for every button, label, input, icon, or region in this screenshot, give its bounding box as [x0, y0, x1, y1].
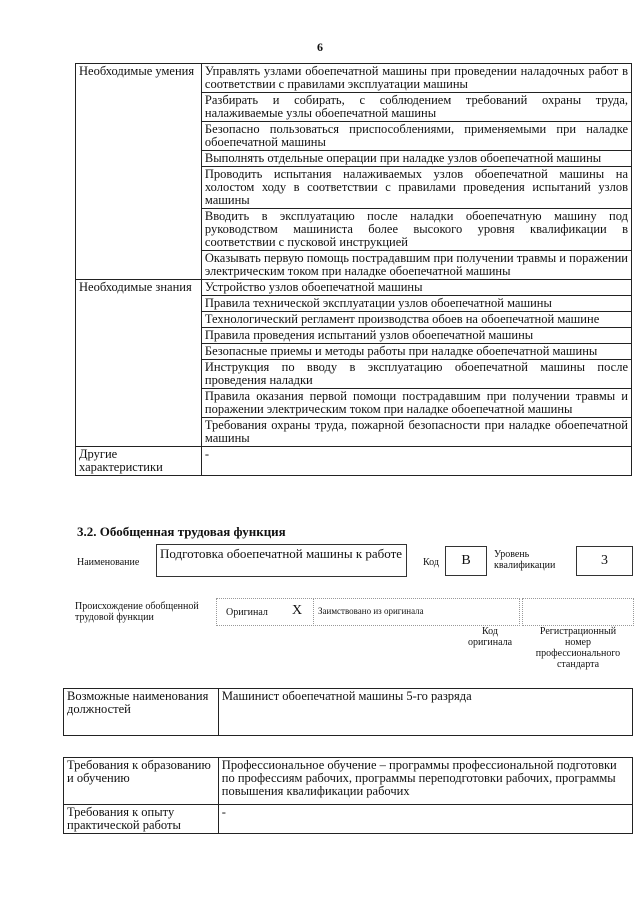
knowledge-label: Необходимые знания	[76, 280, 202, 447]
skills-knowledge-table	[75, 63, 632, 476]
code-label: Код	[423, 557, 439, 568]
knowledge-item: Устройство узлов обоепечатной машины	[201, 280, 631, 296]
origin-label: Происхождение обобщенной трудовой функции	[75, 601, 199, 623]
knowledge-item: Правила проведения испытаний узлов обоепечатной машины	[201, 328, 631, 344]
education-row	[64, 758, 633, 805]
knowledge-item: Технологический регламент производства обоев на обоепечатной машине	[201, 312, 631, 328]
positions-label: Возможные наименования должностей	[64, 689, 219, 736]
skills-item: Выполнять отдельные операции при наладке узлов обоепечатной машины	[201, 151, 631, 167]
original-mark: X	[292, 603, 303, 618]
skills-row	[76, 64, 632, 93]
original-label: Оригинал	[226, 607, 268, 618]
borrowed-label: Заимствовано из оригинала	[318, 606, 424, 616]
skills-item: Проводить испытания налаживаемых узлов обоепечатной машины на холостом ходу в соответствии с правилами проведения испытаний узлов машины	[201, 167, 631, 209]
positions-table	[63, 688, 633, 736]
knowledge-row	[76, 280, 632, 296]
level-label: Уровень квалификации	[494, 549, 556, 571]
knowledge-item: Правила оказания первой помощи пострадавшим при получении травмы и поражении электрическим током при наладке обоепечатной машины	[201, 389, 631, 418]
skills-item: Безопасно пользоваться приспособлениями, применяемыми при наладке обоепечатной машины	[201, 122, 631, 151]
reg-number-label: Регистрационный номер профессионального стандарта	[535, 626, 621, 670]
knowledge-item: Инструкция по вводу в эксплуатацию обоепечатной машины после проведения наладки	[201, 360, 631, 389]
section-title: 3.2. Обобщенная трудовая функция	[77, 524, 286, 539]
knowledge-item: Правила технической эксплуатации узлов обоепечатной машины	[201, 296, 631, 312]
experience-label: Требования к опыту практической работы	[64, 805, 219, 834]
knowledge-item: Требования охраны труда, пожарной безопасности при наладке обоепечатной машины	[201, 418, 631, 447]
knowledge-item: Безопасные приемы и методы работы при наладке обоепечатной машины	[201, 344, 631, 360]
requirements-table	[63, 757, 633, 834]
positions-value: Машинист обоепечатной машины 5-го разряда	[218, 689, 632, 736]
skills-item: Управлять узлами обоепечатной машины при проведении наладочных работ в соответствии с правилами эксплуатации машины	[201, 64, 631, 93]
education-label: Требования к образованию и обучению	[64, 758, 219, 805]
positions-row	[64, 689, 633, 736]
page-number: 6	[317, 40, 323, 54]
other-item: -	[201, 447, 631, 476]
other-row	[76, 447, 632, 476]
skills-item: Оказывать первую помощь пострадавшим при получении травмы и поражении электрическим током при наладке обоепечатной машины	[201, 251, 631, 280]
level-value: 3	[576, 546, 633, 576]
skills-item: Разбирать и собирать, с соблюдением требований охраны труда, налаживаемые узлы обоепечатной машины	[201, 93, 631, 122]
experience-value: -	[218, 805, 632, 834]
experience-row	[64, 805, 633, 834]
name-label: Наименование	[77, 557, 140, 568]
skills-label: Необходимые умения	[76, 64, 202, 280]
skills-item: Вводить в эксплуатацию после наладки обоепечатную машину под руководством машиниста более высокого уровня квалификации в соответствии с пусковой инструкцией	[201, 209, 631, 251]
function-name-value: Подготовка обоепечатной машины к работе	[156, 544, 407, 577]
other-label: Другие характеристики	[76, 447, 202, 476]
code-original-label: Код оригинала	[467, 626, 513, 648]
code-value: B	[445, 546, 487, 576]
education-value: Профессиональное обучение – программы профессиональной подготовки по профессиям рабочих, программы переподготовки рабочих, программы повышения квалификации рабочих	[218, 758, 632, 805]
reg-number-cell	[522, 598, 634, 626]
